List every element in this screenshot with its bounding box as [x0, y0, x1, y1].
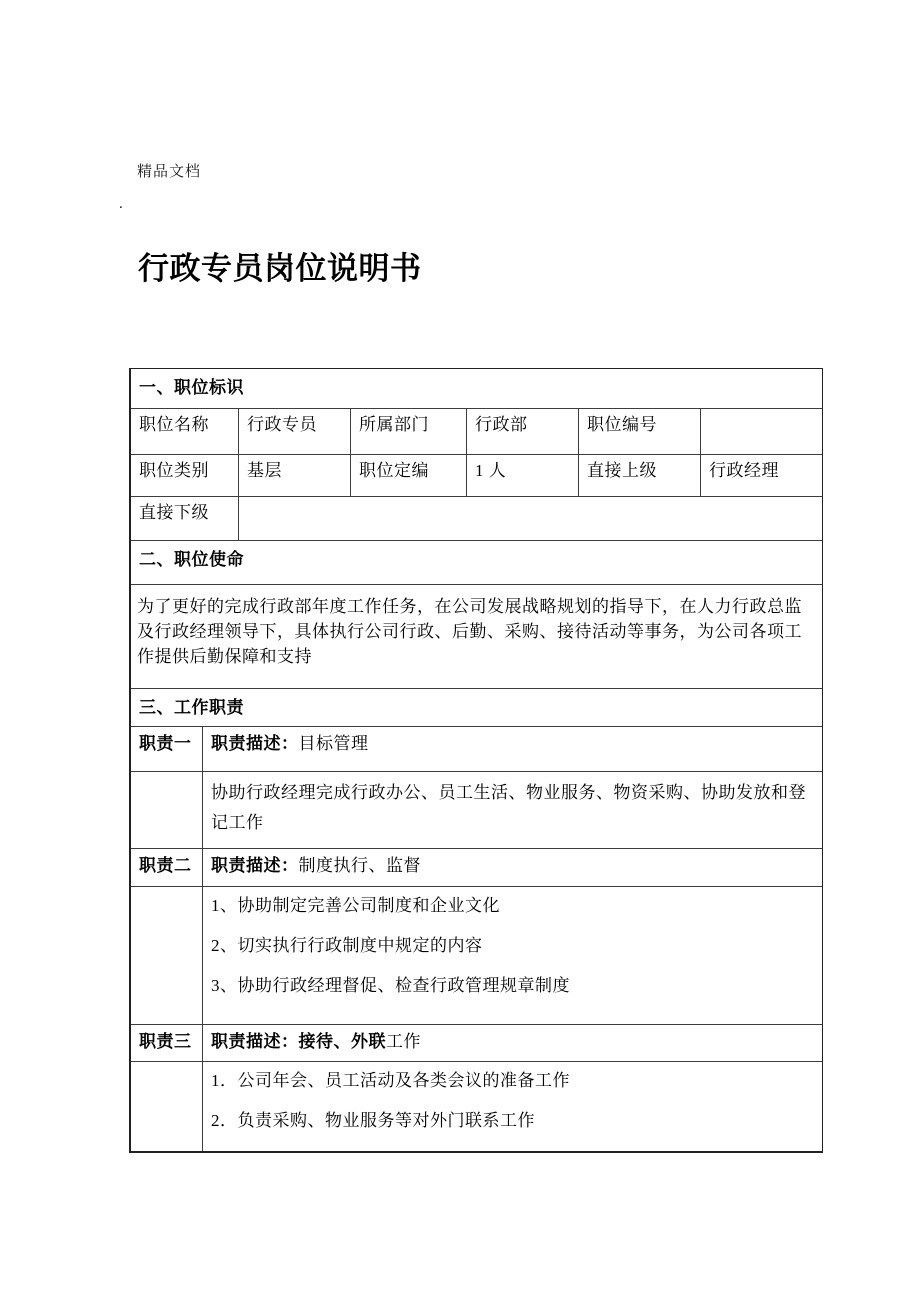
position-name-label: 职位名称	[131, 409, 239, 454]
duty3-desc-text: 工作	[386, 1032, 421, 1051]
duty2-item-2: 2、切实执行行政制度中规定的内容	[211, 936, 483, 955]
department-label: 所属部门	[351, 409, 467, 454]
position-identity-row-3	[131, 497, 822, 541]
subordinate-value-empty	[239, 497, 822, 540]
duty2-detail-row	[131, 887, 822, 1025]
document-title: 行政专员岗位说明书	[138, 251, 422, 286]
duty1-description	[203, 727, 822, 771]
duty1-label-row	[131, 727, 822, 772]
section2-header: 二、职位使命	[139, 550, 244, 569]
duty2-label-row	[131, 849, 822, 887]
watermark-text: 精品文档	[137, 164, 202, 180]
duty3-detail-empty-cell	[131, 1062, 203, 1151]
position-name-value: 行政专员	[239, 409, 351, 454]
headcount-label: 职位定编	[351, 455, 467, 496]
duty1-desc-text: 目标管理	[298, 734, 369, 753]
duty1-detail-empty-cell	[131, 772, 203, 848]
duty3-desc-prefix: 职责描述：接待、外联	[211, 1032, 386, 1051]
position-level-value: 基层	[239, 455, 351, 496]
duty2-label: 职责二	[131, 849, 203, 886]
mission-row	[131, 585, 822, 689]
position-identity-row-1	[131, 409, 822, 455]
section3-header-row	[131, 689, 822, 727]
duty2-detail-list	[203, 887, 822, 1024]
duty2-desc-prefix: 职责描述：	[211, 856, 299, 875]
duty3-label: 职责三	[131, 1025, 203, 1061]
duty1-desc-prefix: 职责描述：	[211, 734, 299, 753]
supervisor-value: 行政经理	[709, 461, 779, 480]
department-value: 行政部	[467, 409, 579, 454]
duty1-label: 职责一	[131, 727, 203, 771]
duty3-item-2: 2．负责采购、物业服务等对外门联系工作	[211, 1111, 535, 1130]
duty3-item-1: 1．公司年会、员工活动及各类会议的准备工作	[211, 1071, 570, 1090]
duty2-item-3: 3、协助行政经理督促、检查行政管理规章制度	[211, 976, 570, 995]
duty3-detail-list	[203, 1062, 822, 1151]
duty2-item-1: 1、协助制定完善公司制度和企业文化	[211, 896, 500, 915]
duty1-detail-text: 协助行政经理完成行政办公、员工生活、物业服务、物资采购、协助发放和登记工作	[211, 783, 806, 832]
duty1-detail-row	[131, 772, 822, 849]
job-description-table	[129, 368, 823, 1153]
duty2-detail-empty-cell	[131, 887, 203, 1024]
duty3-label-row	[131, 1025, 822, 1062]
duty3-description	[203, 1025, 822, 1061]
stray-period: .	[119, 196, 123, 212]
headcount-value: 1 人	[467, 455, 579, 496]
duty2-description	[203, 849, 822, 886]
job-code-label: 职位编号	[579, 409, 701, 454]
section1-header-row	[131, 369, 822, 409]
duty3-detail-row	[131, 1062, 822, 1151]
job-code-value-empty	[701, 409, 822, 454]
supervisor-label: 直接上级	[579, 455, 701, 496]
section1-header: 一、职位标识	[139, 378, 244, 397]
position-level-label: 职位类别	[131, 455, 239, 496]
position-identity-row-2	[131, 455, 822, 497]
mission-text: 为了更好的完成行政部年度工作任务，在公司发展战略规划的指导下，在人力行政总监及行政经理领导下，具体执行公司行政、后勤、采购、接待活动等事务，为公司各项工作提供后勤保障和支持	[137, 597, 802, 666]
section3-header: 三、工作职责	[139, 698, 244, 717]
subordinate-label: 直接下级	[131, 497, 239, 540]
duty2-desc-text: 制度执行、监督	[298, 856, 421, 875]
section2-header-row	[131, 541, 822, 585]
